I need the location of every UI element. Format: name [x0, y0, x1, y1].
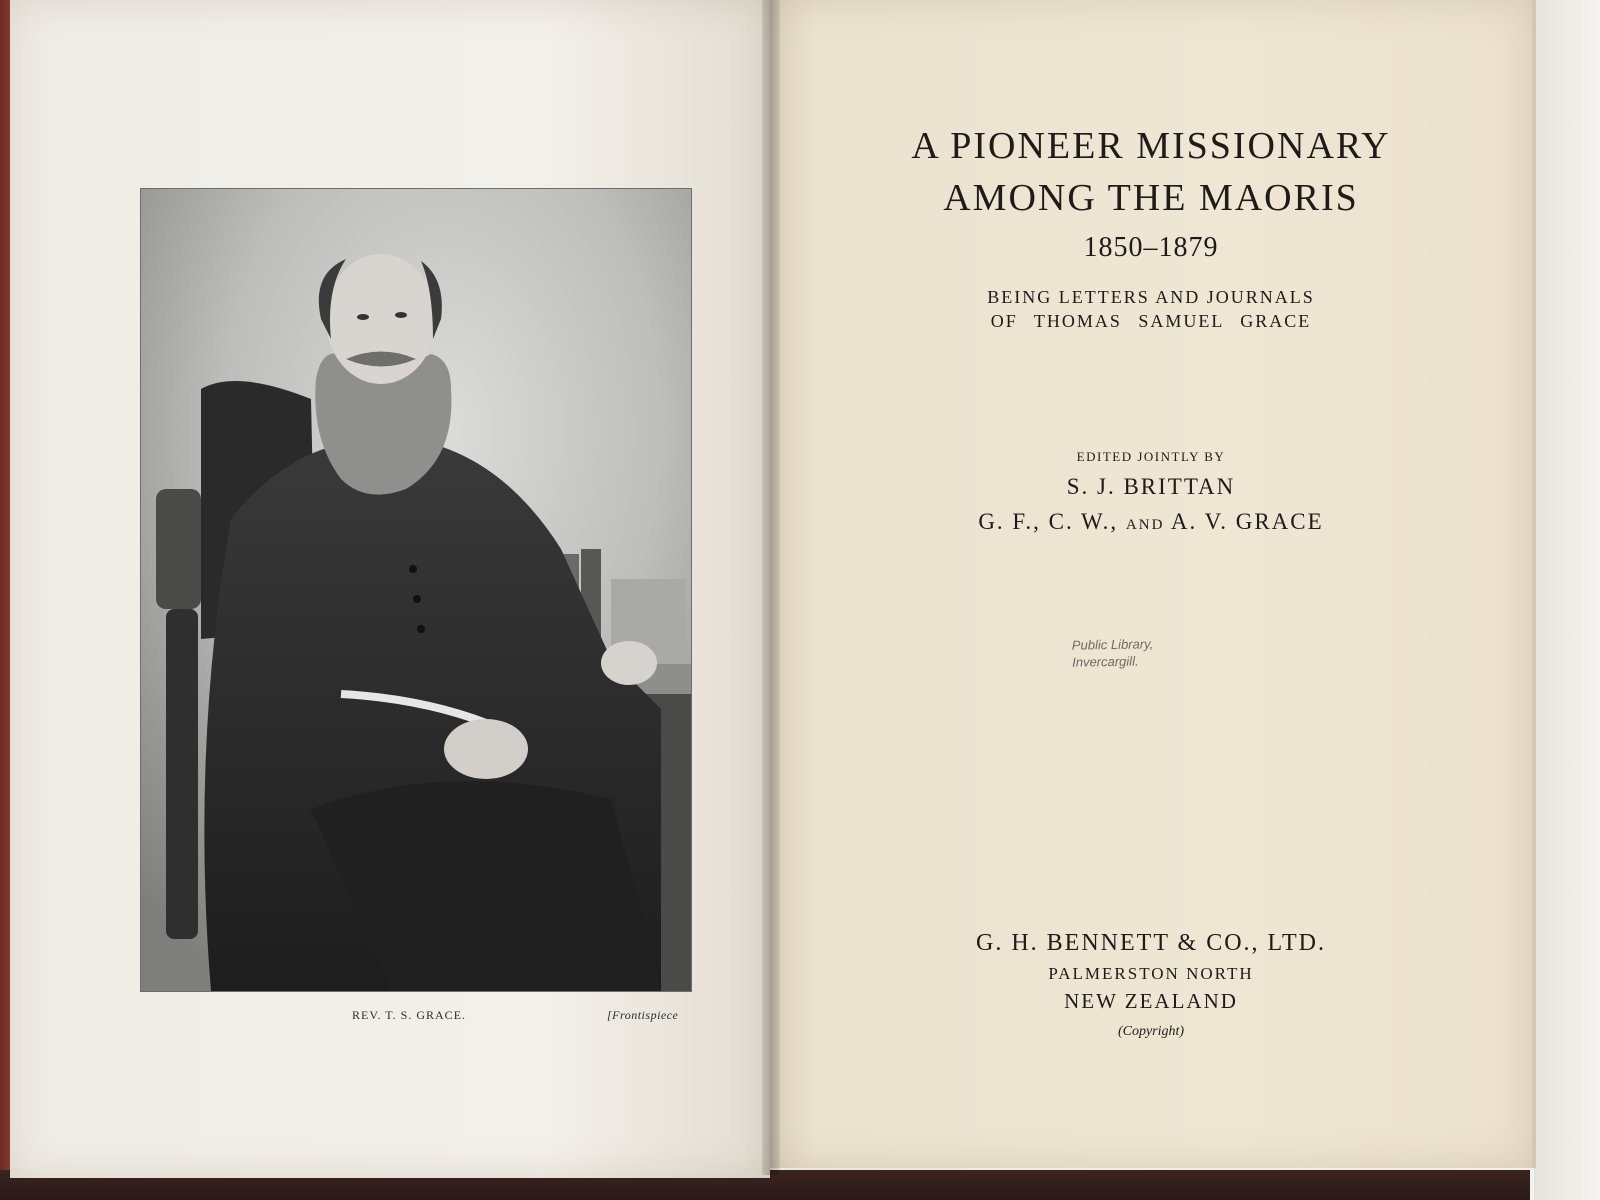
book-title-line-2: AMONG THE MAORIS [943, 177, 1359, 219]
book-subtitle-line-2: OF THOMAS SAMUEL GRACE [990, 311, 1312, 331]
library-stamp-line-1: Public Library, [1071, 636, 1154, 653]
editor-name-1: S. J. BRITTAN [1066, 474, 1236, 499]
editor-names-part-2: A. V. GRACE [1170, 509, 1324, 534]
editor-names-2 [770, 509, 1532, 535]
publisher-name: G. H. BENNETT & CO., LTD. [976, 930, 1326, 956]
library-stamp-line-2: Invercargill. [1072, 653, 1139, 670]
frontispiece-caption: REV. T. S. GRACE. [352, 1008, 467, 1022]
book-title-line-1: A PIONEER MISSIONARY [911, 125, 1391, 167]
frontispiece-portrait-photo [140, 188, 692, 992]
publisher-country: NEW ZEALAND [1064, 989, 1238, 1013]
editor-names-part-1: G. F., C. W., [978, 509, 1119, 534]
editor-names-and: AND [1125, 517, 1165, 533]
copyright-notice: (Copyright) [1117, 1024, 1185, 1039]
edited-by-label: EDITED JOINTLY BY [1076, 449, 1226, 464]
background-surface [1534, 0, 1600, 1200]
book-subtitle-line-1: BEING LETTERS AND JOURNALS [987, 287, 1315, 307]
book-years: 1850–1879 [1083, 232, 1219, 263]
library-stamp [1072, 635, 1154, 670]
frontispiece-label: [Frontispiece [607, 1008, 679, 1022]
publisher-city: PALMERSTON NORTH [1048, 964, 1254, 983]
